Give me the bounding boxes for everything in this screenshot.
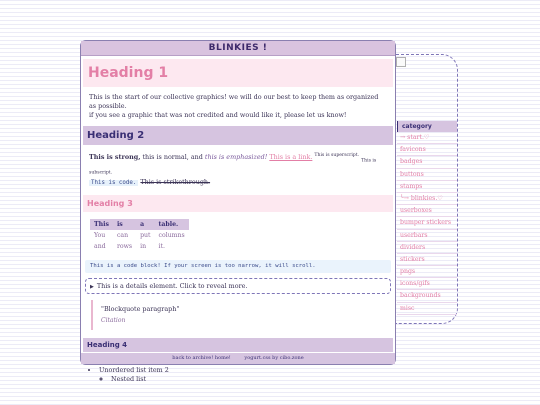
intro-paragraph bbox=[89, 93, 387, 120]
table-header-cell: is bbox=[113, 219, 136, 230]
sidebar-item-start[interactable]: → start.♡ bbox=[397, 132, 457, 144]
heading-1: Heading 1 bbox=[83, 59, 393, 87]
table-cell: You bbox=[94, 231, 106, 239]
header-bar: BLINKIES ! bbox=[81, 41, 395, 56]
sidebar-item-favicons[interactable]: favicons bbox=[397, 144, 457, 156]
sidebar-item-userboxes[interactable]: userboxes bbox=[397, 205, 457, 217]
table-cell: and bbox=[94, 242, 106, 250]
table-header-cell: a bbox=[136, 219, 154, 230]
text-styles-paragraph bbox=[89, 151, 387, 188]
triangle-right-icon: ▶ bbox=[90, 283, 94, 290]
sidebar-item-icons-gifs[interactable]: icons/gifs bbox=[397, 278, 457, 290]
table-cell: put bbox=[140, 231, 151, 239]
table-cell: can bbox=[116, 231, 129, 239]
table-row bbox=[90, 230, 189, 241]
sidebar-category-header: category bbox=[397, 121, 457, 132]
table-header-cell: This bbox=[90, 219, 113, 230]
nested-list bbox=[99, 375, 395, 384]
code-block[interactable]: This is a code block! If your screen is too narrow, it will scroll. bbox=[85, 260, 391, 273]
emphasized-text: this is emphasized! bbox=[204, 153, 268, 162]
table-cell: columns bbox=[158, 231, 185, 239]
blockquote-citation: Citation bbox=[101, 316, 126, 324]
list-item bbox=[99, 366, 395, 383]
blockquote-text: "Blockquote paragraph" bbox=[101, 304, 180, 313]
heading-2: Heading 2 bbox=[83, 126, 393, 145]
sidebar-item-pngs[interactable]: pngs bbox=[397, 266, 457, 278]
sidebar-item-buttons[interactable]: buttons bbox=[397, 169, 457, 181]
table-cell: rows bbox=[116, 242, 133, 250]
sidebar-item-bumper-stickers[interactable]: bumper stickers bbox=[397, 217, 457, 229]
sidebar-item-blinkies[interactable]: ╰→ blinkies.♡ bbox=[397, 193, 457, 205]
strong-text: This is strong, bbox=[89, 153, 141, 162]
sample-table bbox=[90, 219, 189, 252]
table-header-row bbox=[90, 219, 189, 230]
intro-line-2: if you see a graphic that was not credited and would like it, please let us know! bbox=[89, 111, 347, 119]
heading-3: Heading 3 bbox=[83, 195, 393, 212]
table-header-cell: table. bbox=[155, 219, 189, 230]
sidebar-item-badges[interactable]: badges bbox=[397, 156, 457, 168]
inline-code: This is code. bbox=[91, 179, 137, 186]
sidebar-nav bbox=[397, 121, 457, 315]
footer-credit[interactable]: yogurt.css by cibo.zone bbox=[244, 355, 304, 361]
subscript-text: This is subscript. bbox=[89, 158, 377, 176]
table-row bbox=[90, 241, 189, 252]
main-panel bbox=[80, 40, 396, 383]
details-summary: This is a details element. Click to reveal more. bbox=[96, 281, 248, 290]
broken-image-icon bbox=[396, 57, 406, 67]
sidebar-item-dividers[interactable]: dividers bbox=[397, 242, 457, 254]
strikethrough-text: This is strikethrough. bbox=[140, 177, 211, 186]
sidebar-item-misc[interactable]: misc bbox=[397, 303, 457, 315]
list-item-label: Unordered list item 2 bbox=[99, 366, 169, 375]
sidebar-item-stickers[interactable]: stickers bbox=[397, 254, 457, 266]
sidebar-item-backgrounds[interactable]: backgrounds bbox=[397, 290, 457, 302]
details-toggle[interactable] bbox=[85, 278, 391, 294]
footer bbox=[81, 353, 395, 364]
sidebar-item-userbars[interactable]: userbars bbox=[397, 230, 457, 242]
footer-back-link[interactable]: back to archive! home! bbox=[172, 355, 231, 361]
sample-link[interactable]: This is a link. bbox=[269, 153, 313, 162]
list-item: ◦ Nested list bbox=[111, 375, 395, 384]
blockquote bbox=[91, 300, 391, 330]
normal-text: this is normal, and bbox=[140, 153, 205, 162]
heading-4: Heading 4 bbox=[83, 338, 393, 352]
superscript-text: This is superscript. bbox=[314, 153, 360, 158]
table-cell: it. bbox=[158, 242, 165, 250]
sidebar-item-stamps[interactable]: stamps bbox=[397, 181, 457, 193]
intro-line-1: This is the start of our collective graphics! we will do our best to keep them as organized as possible. bbox=[89, 93, 379, 110]
table-cell: in bbox=[140, 242, 147, 250]
